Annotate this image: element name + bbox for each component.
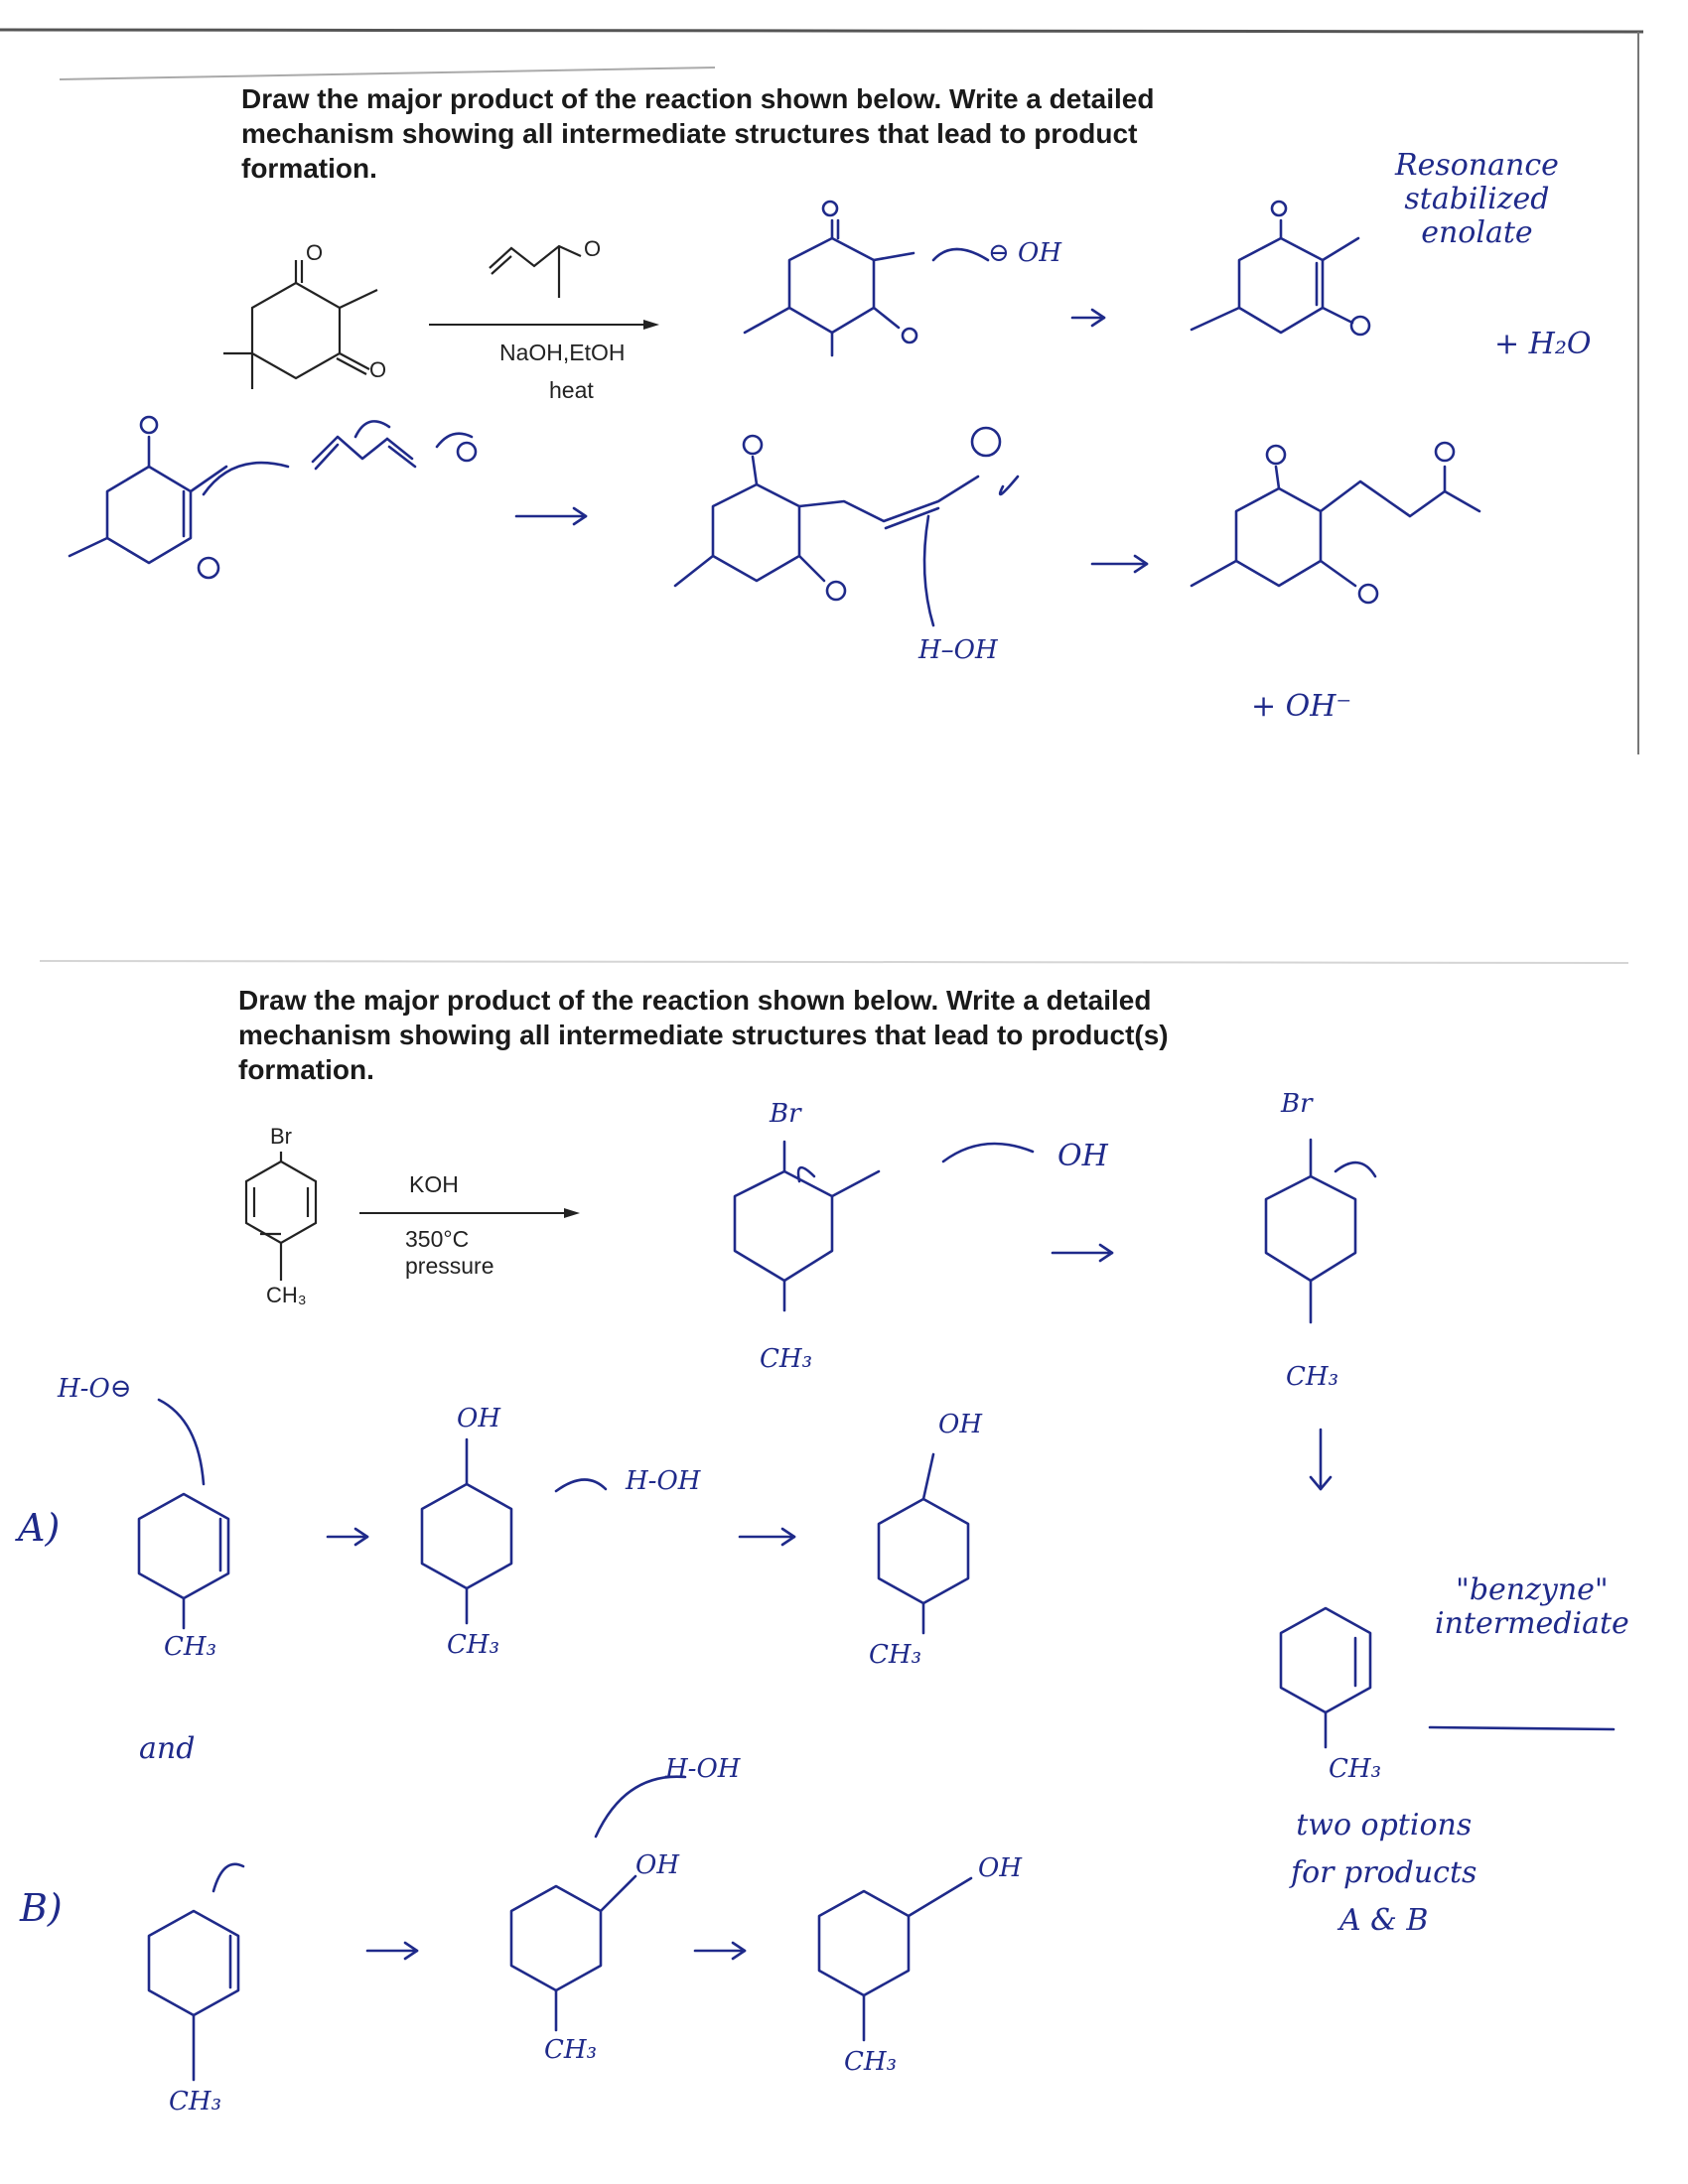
hw-oh-b3: OH — [978, 1853, 1022, 1883]
printed-mvk — [490, 246, 581, 298]
hw-ch3-b1: CH₃ — [169, 2087, 221, 2116]
hw-benzyne-label: "benzyne" intermediate — [1435, 1572, 1629, 1641]
reagents-koh: KOH — [409, 1171, 459, 1197]
header-rule — [60, 68, 715, 79]
question-2: Draw the major product of the reaction shown below. Write a detailed mechanism showing all intermediate structures that lead to product(s) formation. — [238, 985, 1169, 1085]
atom-o-ketone-bottom: O — [369, 357, 387, 382]
top-rule — [0, 30, 1643, 32]
reaction-arrow-1 — [429, 320, 659, 330]
atom-br: Br — [270, 1124, 292, 1149]
hw-ch3-1: CH₃ — [760, 1344, 812, 1374]
hw-oh-b2: OH — [635, 1850, 679, 1880]
hw-label-b: B) — [20, 1886, 63, 1930]
hw-water-1: H–OH — [918, 635, 998, 665]
reagents-conditions: 350°C pressure — [405, 1226, 494, 1279]
atom-o-ketone-top: O — [306, 240, 324, 265]
hw-ch3-b2: CH₃ — [544, 2035, 597, 2065]
reagents-naoh-etoh: NaOH,EtOH — [499, 340, 626, 365]
hw-plus-hydroxide: + OH⁻ — [1251, 689, 1352, 724]
hw-label-a: A) — [18, 1506, 61, 1550]
hw-hydroxide-2: OH — [1057, 1139, 1108, 1173]
hw-ch3-a2: CH₃ — [447, 1630, 499, 1660]
hw-br-1: Br — [770, 1099, 801, 1129]
hw-two-options: two options for products A & B — [1291, 1808, 1477, 1938]
hw-oh-a3: OH — [938, 1410, 982, 1439]
hw-br-2: Br — [1281, 1089, 1313, 1119]
hw-ch3-2: CH₃ — [1286, 1362, 1338, 1392]
hw-water-b: H-OH — [665, 1754, 741, 1784]
handwritten-mechanism-1 — [70, 202, 1479, 625]
hw-ch3-a3: CH₃ — [869, 1640, 921, 1670]
hw-plus-water: + H₂O — [1494, 327, 1592, 361]
reaction-arrow-2 — [359, 1208, 580, 1218]
hw-water-a: H-OH — [626, 1466, 701, 1496]
hw-hydroxide: ⊖ OH — [988, 238, 1062, 268]
atom-ch3: CH₃ — [266, 1283, 307, 1307]
section-divider — [40, 961, 1628, 963]
hw-ch3-benzyne: CH₃ — [1329, 1754, 1381, 1784]
hw-hydroxide-attack: H-O⊖ — [58, 1374, 132, 1404]
hw-ch3-a1: CH₃ — [164, 1632, 216, 1662]
hw-and: and — [139, 1731, 196, 1766]
printed-dione — [223, 260, 377, 389]
handwritten-mechanism-2 — [139, 1140, 1614, 2080]
printed-bromotoluene — [246, 1152, 316, 1281]
reagents-heat: heat — [549, 377, 594, 403]
hw-enolate-note: Resonance stabilized enolate — [1395, 148, 1559, 250]
hw-ch3-b3: CH₃ — [844, 2047, 897, 2077]
hw-oh-a2: OH — [457, 1404, 500, 1433]
question-1: Draw the major product of the reaction shown below. Write a detailed mechanism showing all intermediate structures that lead to product formation. — [241, 83, 1155, 184]
atom-o-enone: O — [584, 236, 602, 261]
